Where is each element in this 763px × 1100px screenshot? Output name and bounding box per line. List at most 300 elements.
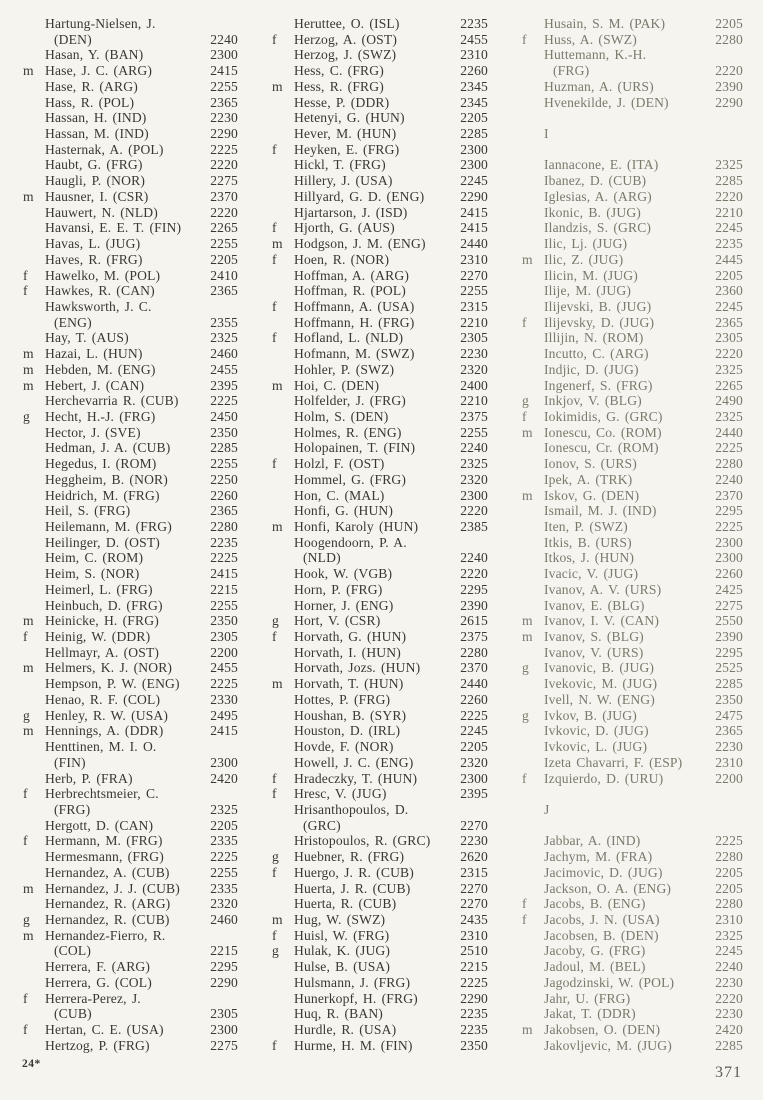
- player-name: Heyken, E. (FRG): [294, 141, 400, 157]
- rating-entry: [23, 330, 238, 346]
- title-marker: f: [272, 786, 277, 802]
- rating-value: 2300: [210, 1022, 238, 1037]
- title-marker: f: [272, 251, 277, 267]
- rating-value: 2285: [715, 676, 743, 692]
- player-name: Iannacone, E. (ITA): [544, 157, 659, 173]
- title-marker: m: [23, 723, 34, 739]
- player-name: Houshan, B. (SYR): [294, 707, 407, 723]
- title-marker: [23, 503, 45, 519]
- rating-entry: [522, 283, 743, 299]
- title-marker: [272, 818, 294, 834]
- rating-value: 2455: [460, 31, 488, 47]
- rating-entry: [272, 472, 488, 488]
- player-name: Henley, R. W. (USA): [45, 707, 169, 723]
- rating-value: [701, 47, 743, 63]
- title-marker: [23, 173, 45, 189]
- player-name: Ilandzis, S. (GRC): [544, 220, 652, 236]
- player-name: Hess, C. (FRG): [294, 63, 384, 79]
- title-marker: m: [272, 911, 283, 927]
- player-name: Ivekovic, M. (JUG): [544, 676, 658, 692]
- rating-entry: [23, 173, 238, 189]
- title-marker: m: [23, 361, 34, 377]
- title-marker: f: [522, 896, 527, 912]
- rating-value: 2300: [210, 47, 238, 63]
- spacer-row: [522, 786, 743, 802]
- player-name: Holmes, R. (ENG): [294, 424, 402, 440]
- rating-entry: [272, 393, 488, 409]
- rating-value: 2300: [460, 487, 488, 503]
- rating-value: 2550: [715, 613, 743, 629]
- title-marker: [23, 1006, 45, 1022]
- title-marker: g: [522, 660, 529, 676]
- rating-entry: [272, 975, 488, 991]
- title-marker: [23, 315, 45, 331]
- rating-entry: [23, 79, 238, 95]
- player-name: Ilic, Lj. (JUG): [544, 236, 628, 252]
- rating-entry: [272, 32, 488, 48]
- title-marker: m: [522, 487, 533, 503]
- player-name: Horvath, T. (HUN): [294, 676, 404, 692]
- title-marker: [272, 16, 294, 32]
- title-marker: [522, 943, 544, 959]
- player-name: Huerta, R. (CUB): [294, 896, 397, 912]
- rating-value: 2365: [210, 503, 238, 519]
- title-marker: [23, 252, 45, 268]
- title-marker: [522, 47, 544, 63]
- rating-entry: [522, 629, 743, 645]
- title-marker: [522, 865, 544, 881]
- rating-value: 2225: [715, 440, 743, 456]
- rating-entry: [272, 849, 488, 865]
- rating-value: 2225: [210, 550, 238, 566]
- rating-entry: [272, 315, 488, 331]
- player-name: Jacobs, J. N. (USA): [544, 911, 660, 927]
- rating-entry: [522, 95, 743, 111]
- rating-value: 2260: [460, 691, 488, 707]
- title-marker: [522, 157, 544, 173]
- title-marker: [23, 802, 45, 818]
- player-name: Itkos, J. (HUN): [544, 550, 635, 566]
- rating-value: 2225: [715, 833, 743, 849]
- player-name: Heggheim, B. (NOR): [45, 471, 168, 487]
- rating-entry: [522, 912, 743, 928]
- rating-value: 2415: [460, 204, 488, 220]
- rating-value: [196, 928, 238, 944]
- title-marker: [23, 582, 45, 598]
- rating-value: 2230: [210, 110, 238, 126]
- player-name: Herb, P. (FRA): [45, 770, 133, 786]
- title-marker: [272, 362, 294, 378]
- rating-entry: [23, 189, 238, 205]
- rating-value: 2255: [210, 597, 238, 613]
- rating-value: 2285: [460, 126, 488, 142]
- rating-entry: [23, 943, 238, 959]
- title-marker: [272, 425, 294, 441]
- rating-entry: [23, 865, 238, 881]
- rating-value: 2245: [715, 220, 743, 236]
- player-name: Howell, J. C. (ENG): [294, 754, 414, 770]
- player-name: Hasan, Y. (BAN): [45, 47, 144, 63]
- rating-entry: [522, 472, 743, 488]
- title-marker: [272, 47, 294, 63]
- rating-entry: [272, 1038, 488, 1054]
- player-name: Haves, R. (FRG): [45, 251, 143, 267]
- player-name: Ionescu, Co. (ROM): [544, 424, 662, 440]
- rating-value: 2320: [210, 896, 238, 912]
- rating-value: 2370: [715, 487, 743, 503]
- player-name: Havansi, E. E. T. (FIN): [45, 220, 182, 236]
- rating-value: 2225: [210, 676, 238, 692]
- player-name: Herrera-Perez, J.: [45, 990, 141, 1006]
- player-name: Hoffmann, H. (FRG): [294, 314, 415, 330]
- rating-entry: [522, 268, 743, 284]
- rating-entry: [23, 959, 238, 975]
- title-marker: [272, 802, 294, 818]
- country-continuation: (NLD): [303, 550, 341, 566]
- player-name: Haubt, G. (FRG): [45, 157, 143, 173]
- title-marker: [272, 472, 294, 488]
- player-name: Jacobs, B. (ENG): [544, 896, 646, 912]
- rating-entry: [272, 1022, 488, 1038]
- title-marker: g: [272, 849, 279, 865]
- section-letter: I: [544, 126, 550, 142]
- title-marker: g: [23, 911, 30, 927]
- player-name: Hetenyi, G. (HUN): [294, 110, 405, 126]
- rating-value: 2220: [715, 990, 743, 1006]
- player-name: Horner, J. (ENG): [294, 597, 394, 613]
- title-marker: [522, 1006, 544, 1022]
- player-name: Huisl, W. (FRG): [294, 927, 390, 943]
- rating-entry: [272, 503, 488, 519]
- rating-entry: [23, 519, 238, 535]
- title-marker: f: [272, 629, 277, 645]
- rating-entry: [272, 236, 488, 252]
- player-name: Jacimovic, D. (JUG): [544, 864, 663, 880]
- rating-entry: [522, 833, 743, 849]
- rating-entry: [522, 440, 743, 456]
- player-name: Huerta, J. R. (CUB): [294, 880, 411, 896]
- rating-value: 2290: [210, 974, 238, 990]
- rating-value: 2225: [460, 707, 488, 723]
- rating-entry: [272, 362, 488, 378]
- title-marker: [272, 409, 294, 425]
- rating-entry: [23, 991, 238, 1007]
- title-marker: [272, 95, 294, 111]
- rating-value: 2305: [210, 629, 238, 645]
- rating-entry: [272, 47, 488, 63]
- title-marker: [23, 236, 45, 252]
- country-continuation: (CUB): [54, 1006, 92, 1022]
- title-marker: g: [23, 408, 30, 424]
- rating-value: 2330: [210, 691, 238, 707]
- player-name: Iglesias, A. (ARG): [544, 188, 652, 204]
- rating-value: 2305: [460, 330, 488, 346]
- player-name: Jagodzinski, W. (POL): [544, 974, 675, 990]
- title-marker: [23, 598, 45, 614]
- player-name: Huttemann, K.-H.: [544, 47, 647, 63]
- title-marker: [272, 157, 294, 173]
- title-marker: m: [23, 188, 34, 204]
- title-marker: [522, 268, 544, 284]
- rating-value: 2290: [210, 126, 238, 142]
- rating-value: 2390: [460, 597, 488, 613]
- rating-value: 2230: [460, 346, 488, 362]
- rating-value: 2320: [460, 754, 488, 770]
- rating-entry: [272, 252, 488, 268]
- rating-entry: [522, 315, 743, 331]
- title-marker: [522, 79, 544, 95]
- rating-entry: [522, 692, 743, 708]
- rating-entry: [272, 582, 488, 598]
- rating-value: 2205: [715, 864, 743, 880]
- country-continuation: (FIN): [54, 754, 86, 770]
- spacer-row: [522, 110, 743, 126]
- rating-entry: [23, 896, 238, 912]
- player-name: Ivanov, E. (BLG): [544, 597, 645, 613]
- rating-entry: [272, 346, 488, 362]
- rating-entry: [272, 189, 488, 205]
- title-marker: [522, 582, 544, 598]
- player-name: Hertzog, P. (FRG): [45, 1037, 150, 1053]
- title-marker: m: [23, 63, 34, 79]
- title-marker: [522, 378, 544, 394]
- title-marker: f: [272, 1037, 277, 1053]
- rating-value: 2375: [460, 629, 488, 645]
- title-marker: f: [522, 770, 527, 786]
- rating-value: 2270: [460, 267, 488, 283]
- rating-value: 2445: [715, 251, 743, 267]
- title-marker: [272, 63, 294, 79]
- title-marker: f: [272, 456, 277, 472]
- player-name: Iokimidis, G. (GRC): [544, 408, 663, 424]
- rating-entry: [272, 660, 488, 676]
- rating-entry: [272, 173, 488, 189]
- title-marker: [23, 818, 45, 834]
- player-name: Hegedus, I. (ROM): [45, 456, 157, 472]
- rating-entry: [272, 833, 488, 849]
- player-name: Hawelko, M. (POL): [45, 267, 161, 283]
- title-marker: f: [522, 31, 527, 47]
- player-name: Iten, P. (SWZ): [544, 519, 628, 534]
- title-marker: [23, 943, 45, 959]
- rating-value: 2220: [460, 503, 488, 519]
- rating-value: 2205: [460, 110, 488, 126]
- rating-value: 2310: [460, 927, 488, 943]
- player-name: Ibanez, D. (CUB): [544, 173, 647, 189]
- player-name: Ivanov, I. V. (CAN): [544, 613, 660, 629]
- title-marker: f: [23, 1022, 28, 1037]
- title-marker: [522, 566, 544, 582]
- rating-entry: [522, 425, 743, 441]
- rating-entry: [522, 1022, 743, 1038]
- player-name: Holzl, F. (OST): [294, 456, 385, 472]
- title-marker: m: [272, 519, 283, 534]
- rating-value: 2310: [460, 47, 488, 63]
- player-name: Ilijevski, B. (JUG): [544, 298, 652, 314]
- rating-entry: [272, 1006, 488, 1022]
- rating-column-2: [272, 16, 488, 1053]
- rating-value: 2335: [210, 833, 238, 849]
- rating-value: 2440: [460, 676, 488, 692]
- rating-entry: [23, 818, 238, 834]
- rating-entry: [23, 881, 238, 897]
- player-name: Hulsmann, J. (FRG): [294, 974, 411, 990]
- title-marker: [522, 456, 544, 472]
- player-name: Heinbuch, D. (FRG): [45, 597, 163, 613]
- title-marker: [522, 205, 544, 221]
- rating-value: 2220: [460, 566, 488, 582]
- rating-value: 2205: [715, 880, 743, 896]
- rating-entry: [522, 849, 743, 865]
- rating-value: [196, 786, 238, 802]
- rating-value: 2280: [210, 519, 238, 534]
- title-marker: f: [272, 220, 277, 236]
- rating-entry: [522, 771, 743, 787]
- player-name: Ismail, M. J. (IND): [544, 503, 657, 519]
- rating-entry: [23, 975, 238, 991]
- rating-value: 2295: [460, 581, 488, 597]
- title-marker: [522, 550, 544, 566]
- title-marker: f: [522, 314, 527, 330]
- player-name: Horvath, I. (HUN): [294, 644, 401, 660]
- rating-value: 2280: [715, 456, 743, 472]
- rating-entry: [522, 881, 743, 897]
- title-marker: [272, 645, 294, 661]
- rating-entry: [522, 205, 743, 221]
- title-marker: [23, 849, 45, 865]
- player-name: Jadoul, M. (BEL): [544, 959, 646, 975]
- rating-value: 2390: [715, 629, 743, 645]
- rating-value: 2210: [460, 314, 488, 330]
- title-marker: [272, 896, 294, 912]
- player-name: Ivkovic, D. (JUG): [544, 723, 649, 739]
- title-marker: [272, 440, 294, 456]
- title-marker: [23, 330, 45, 346]
- rating-entry: [522, 739, 743, 755]
- player-name: Hoffmann, A. (USA): [294, 298, 415, 314]
- rating-entry: [522, 1006, 743, 1022]
- rating-entry: [272, 157, 488, 173]
- title-marker: [272, 566, 294, 582]
- rating-value: 2265: [715, 377, 743, 393]
- player-name: Hovde, F. (NOR): [294, 739, 394, 755]
- rating-value: 2455: [210, 660, 238, 676]
- rating-value: 2325: [715, 408, 743, 424]
- player-name: Ionov, S. (URS): [544, 456, 637, 472]
- player-name: Hottes, P. (FRG): [294, 691, 391, 707]
- rating-value: 2295: [210, 959, 238, 975]
- rating-value: 2225: [210, 849, 238, 865]
- title-marker: [272, 833, 294, 849]
- title-marker: [272, 268, 294, 284]
- player-name: Hradeczky, T. (HUN): [294, 770, 418, 786]
- rating-value: 2245: [715, 298, 743, 314]
- rating-entry: [522, 220, 743, 236]
- country-continuation: (DEN): [54, 31, 92, 47]
- player-name: Hernandez-Fierro, R.: [45, 927, 166, 943]
- title-marker: f: [23, 629, 28, 645]
- title-marker: [23, 440, 45, 456]
- rating-value: 2390: [715, 78, 743, 94]
- rating-entry: [272, 896, 488, 912]
- player-name: Huss, A. (SWZ): [544, 31, 637, 47]
- rating-value: 2245: [715, 943, 743, 959]
- rating-entry: [23, 126, 238, 142]
- rating-entry: [522, 975, 743, 991]
- title-marker: [23, 16, 45, 32]
- title-marker: m: [522, 251, 533, 267]
- rating-entry: [23, 283, 238, 299]
- rating-entry: [272, 613, 488, 629]
- rating-entry: [23, 849, 238, 865]
- rating-entry: [23, 598, 238, 614]
- rating-value: 2220: [715, 188, 743, 204]
- title-marker: [23, 110, 45, 126]
- rating-entry: [23, 786, 238, 802]
- rating-entry: [522, 928, 743, 944]
- rating-entry: [272, 126, 488, 142]
- rating-entry: [272, 739, 488, 755]
- title-marker: [522, 535, 544, 551]
- player-name: Heim, S. (NOR): [45, 566, 140, 582]
- rating-entry: [272, 566, 488, 582]
- title-marker: [522, 928, 544, 944]
- player-name: Ivanov, S. (BLG): [544, 629, 644, 645]
- rating-value: 2350: [460, 1037, 488, 1053]
- title-marker: [272, 1006, 294, 1022]
- rating-entry: [272, 440, 488, 456]
- player-name: Hillyard, G. D. (ENG): [294, 188, 425, 204]
- rating-entry: [272, 79, 488, 95]
- rating-value: 2425: [715, 581, 743, 597]
- rating-entry: [272, 802, 488, 818]
- player-name: Hartung-Nielsen, J.: [45, 16, 156, 31]
- title-marker: m: [23, 377, 34, 393]
- rating-value: 2300: [460, 770, 488, 786]
- title-marker: [272, 755, 294, 771]
- rating-entry: [23, 142, 238, 158]
- rating-entry: [23, 378, 238, 394]
- player-name: Heidrich, M. (FRG): [45, 487, 160, 503]
- rating-column-1: [23, 16, 238, 1053]
- rating-entry: [23, 409, 238, 425]
- player-name: Jakovljevic, M. (JUG): [544, 1037, 672, 1053]
- title-marker: [23, 519, 45, 535]
- player-name: Hernandez, R. (ARG): [45, 896, 171, 912]
- rating-value: 2350: [210, 613, 238, 629]
- player-name: Hase, R. (ARG): [45, 78, 138, 94]
- rating-entry: [23, 425, 238, 441]
- title-marker: [522, 849, 544, 865]
- title-marker: [23, 299, 45, 315]
- country-continuation: (ENG): [54, 314, 92, 330]
- rating-entry: [23, 157, 238, 173]
- rating-entry: [522, 79, 743, 95]
- rating-value: 2255: [210, 456, 238, 472]
- rating-value: 2235: [460, 1022, 488, 1037]
- title-marker: m: [522, 629, 533, 645]
- player-name: Hunerkopf, H. (FRG): [294, 990, 418, 1006]
- player-name: Havas, L. (JUG): [45, 236, 141, 252]
- title-marker: [272, 1022, 294, 1038]
- rating-entry: [23, 362, 238, 378]
- rating-entry: [23, 220, 238, 236]
- player-name: Hommel, G. (FRG): [294, 471, 407, 487]
- rating-entry: [23, 629, 238, 645]
- title-marker: f: [522, 911, 527, 927]
- rating-entry: [522, 896, 743, 912]
- title-marker: g: [23, 707, 30, 723]
